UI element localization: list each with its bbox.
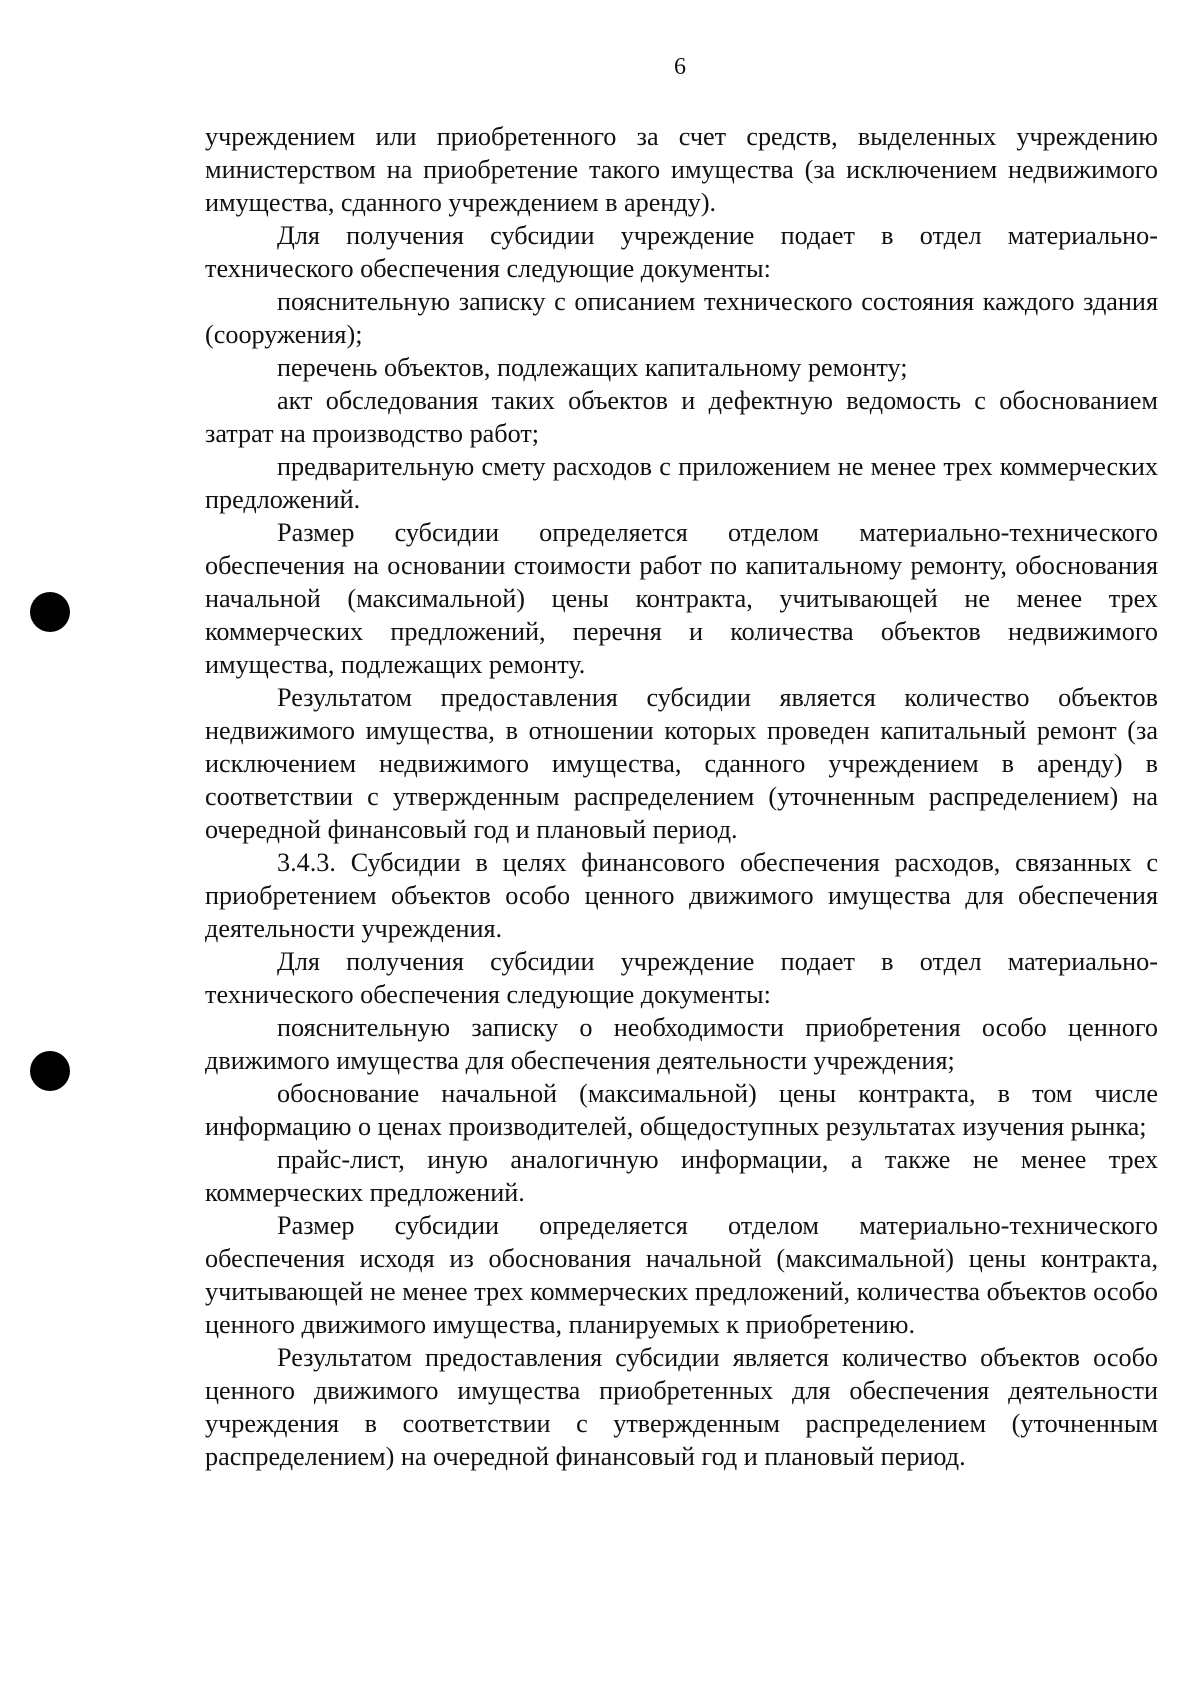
paragraph: Результатом предоставления субсидии является количество объектов недвижимого имущества, в отношении которых проведен капитальный ремонт (за исключением недвижимого имущества, сданного учреждением в аренду) в соответствии с утвержденным распределением (уточненным распределением) на очередной финансовый год и плановый период. — [205, 683, 1158, 844]
list-item-paragraph: пояснительную записку о необходимости приобретения особо ценного движимого имущества для обеспечения деятельности учреждения; — [205, 1013, 1158, 1075]
paragraph-continuation: учреждением или приобретенного за счет средств, выделенных учреждению министерством на приобретение такого имущества (за исключением недвижимого имущества, сданного учреждением в аренду). — [205, 122, 1158, 217]
paragraph: Размер субсидии определяется отделом материально-технического обеспечения исходя из обоснования начальной (максимальной) цены контракта, учитывающей не менее трех коммерческих предложений, количества объектов особо ценного движимого имущества, планируемых к приобретению. — [205, 1211, 1158, 1339]
binder-hole-bottom — [30, 1051, 70, 1091]
list-item-paragraph: предварительную смету расходов с приложением не менее трех коммерческих предложений. — [205, 452, 1158, 514]
list-item-paragraph: обоснование начальной (максимальной) цены контракта, в том числе информацию о ценах производителей, общедоступных результатах изучения рынка; — [205, 1079, 1158, 1141]
section-heading-paragraph: 3.4.3. Субсидии в целях финансового обеспечения расходов, связанных с приобретением объектов особо ценного движимого имущества для обеспечения деятельности учреждения. — [205, 848, 1158, 943]
paragraph: Результатом предоставления субсидии является количество объектов особо ценного движимого имущества приобретенных для обеспечения деятельности учреждения в соответствии с утвержденным распределением (уточненным распределением) на очередной финансовый год и плановый период. — [205, 1343, 1158, 1471]
binder-hole-top — [30, 592, 70, 632]
list-item-paragraph: перечень объектов, подлежащих капитальному ремонту; — [277, 353, 908, 382]
list-item-paragraph: прайс-лист, иную аналогичную информации, а также не менее трех коммерческих предложений. — [205, 1145, 1158, 1207]
paragraph: Размер субсидии определяется отделом материально-технического обеспечения на основании стоимости работ по капитальному ремонту, обоснования начальной (максимальной) цены контракта, учитывающей не менее трех коммерческих предложений, перечня и количества объектов недвижимого имущества, подлежащих ремонту. — [205, 518, 1158, 679]
page-number: 6 — [674, 54, 686, 80]
document-body — [205, 120, 1158, 1473]
paragraph: Для получения субсидии учреждение подает в отдел материально-технического обеспечения следующие документы: — [205, 221, 1158, 283]
list-item-paragraph: пояснительную записку с описанием технического состояния каждого здания (сооружения); — [205, 287, 1158, 349]
paragraph: Для получения субсидии учреждение подает в отдел материально-технического обеспечения следующие документы: — [205, 947, 1158, 1009]
list-item-paragraph: акт обследования таких объектов и дефектную ведомость с обоснованием затрат на производство работ; — [205, 386, 1158, 448]
